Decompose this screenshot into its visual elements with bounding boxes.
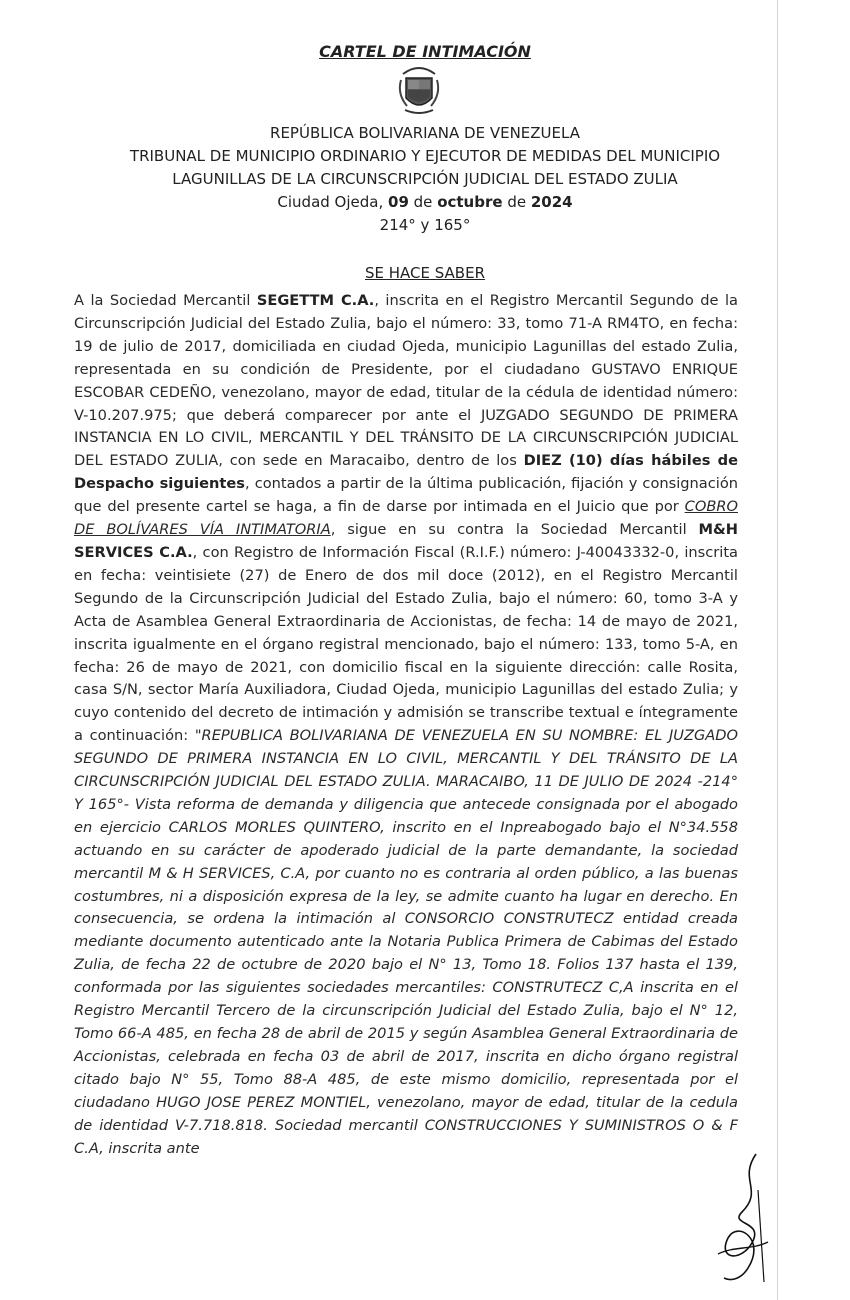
date-de-2: de <box>502 193 531 211</box>
body-text-4: , sigue en su contra la Sociedad Mercantil <box>330 521 699 539</box>
se-hace-saber-heading: SE HACE SABER <box>364 264 485 282</box>
header-date <box>0 193 850 211</box>
date-day: 09 <box>388 193 409 211</box>
date-year: 2024 <box>530 193 573 211</box>
company-name-segettm: SEGETTM C.A. <box>256 292 375 309</box>
body-text-1: A la Sociedad Mercantil <box>74 292 257 309</box>
header-republic: REPÚBLICA BOLIVARIANA DE VENEZUELA <box>270 124 580 142</box>
header-tribunal-line2: LAGUNILLAS DE LA CIRCUNSCRIPCIÓN JUDICIAL DEL ESTADO ZULIA <box>172 170 678 188</box>
coat-of-arms-seal-icon <box>393 60 445 120</box>
body-text-5: , con Registro de Información Fiscal (R.I.F.) número: J-40043332-0, inscrita en fecha: veintisiete (27) de Enero de dos mil doce (2012), en el Registro Mercantil Segundo de la Circunscripción Judicial del Estado Zulia, bajo el número: 60, tomo 3-A y Acta de Asamblea General Extraordinaria de Accionistas, de fecha: 14 de mayo de 2021, inscrita igualmente en el órgano registral mencionado, bajo el número: 133, tomo 5-A, en fecha: 26 de mayo de 2021, con domicilio fiscal en la siguiente dirección: calle Rosita, casa S/N, sector María Auxiliadora, Ciudad Ojeda, municipio Lagunillas del estado Zulia; y cuyo contenido del decreto de intimación y admisión se transcribe textual e íntegramente a continuación: <box>74 543 738 745</box>
date-month: octubre <box>437 193 503 211</box>
deadline-days: DIEZ (10) días hábiles de Despacho siguientes <box>74 452 738 493</box>
body-text-3: , contados a partir de la última publicación, fijación y consignación que del presente cartel se haga, a fin de darse por intimada en el Juicio que por <box>74 475 738 516</box>
date-prefix: Ciudad Ojeda, <box>277 193 389 211</box>
header-tribunal-line1: TRIBUNAL DE MUNICIPIO ORDINARIO Y EJECUTOR DE MEDIDAS DEL MUNICIPIO <box>129 147 721 165</box>
body-text-2: , inscrita en el Registro Mercantil Segundo de la Circunscripción Judicial del Estado Zulia, bajo el número: 33, tomo 71-A RM4TO, en fecha: 19 de julio de 2017, domiciliada en ciudad Ojeda, municipio Lagunillas del estado Zulia, representada en su condición de Presidente, por el ciudadano GUSTAVO ENRIQUE ESCOBAR CEDEÑO, venezolano, mayor de edad, titular de la cédula de identidad número: V-10.207.975; que deberá comparecer por ante el JUZGADO SEGUNDO DE PRIMERA INSTANCIA EN LO CIVIL, MERCANTIL Y DEL TRÁNSITO DE LA CIRCUNSCRIPCIÓN JUDICIAL DEL ESTADO ZULIA, con sede en Maracaibo, dentro de los <box>74 292 738 470</box>
handwritten-signature <box>698 1150 778 1290</box>
header-years: 214° y 165° <box>379 216 471 234</box>
company-name-mh: M&H SERVICES C.A. <box>74 521 738 561</box>
date-de-1: de <box>408 193 438 211</box>
notice-body <box>74 290 738 1160</box>
case-type: COBRO DE BOLÍVARES VÍA INTIMATORIA <box>74 498 738 539</box>
decree-transcription: "REPUBLICA BOLIVARIANA DE VENEZUELA EN SU NOMBRE: EL JUZGADO SEGUNDO DE PRIMERA INSTANCIA EN LO CIVIL, MERCANTIL Y DEL TRÁNSITO DE LA CIRCUNSCRIPCIÓN JUDICIAL DEL ESTADO ZULIA. MARACAIBO, 11 DE JULIO DE 2024 -214° Y 165°- Vista reforma de demanda y diligencia que antecede consignada por el abogado en ejercicio CARLOS MORLES QUINTERO, inscrito en el Inpreabogado bajo el N°34.558 actuando en su carácter de apoderado judicial de la parte demandante, la sociedad mercantil M & H SERVICES, C.A, por cuanto no es contraria al orden público, a las buenas costumbres, ni a disposición expresa de la ley, se admite cuanto ha lugar en derecho. En consecuencia, se ordena la intimación al CONSORCIO CONSTRUTECZ entidad creada mediante documento autenticado ante la Notaria Publica Primera de Cabimas del Estado Zulia, de fecha 22 de octubre de 2020 bajo el N° 13, Tomo 18. Folios 137 hasta el 139, conformada por las siguientes sociedades mercantiles: CONSTRUTECZ C,A inscrita en el Registro Mercantil Tercero de la circunscripción Judicial del Estado Zulia, bajo el N° 12, Tomo 66-A 485, en fecha 28 de abril de 2015 y según Asamblea General Extraordinaria de Accionistas, celebrada en fecha 03 de abril de 2017, inscrita en dicho órgano registral citado bajo N° 55, Tomo 88-A 485, de este mismo domicilio, representada por el ciudadano HUGO JOSE PEREZ MONTIEL, venezolano, mayor de edad, titular de la cedula de identidad V-7.718.818. Sociedad mercantil CONSTRUCCIONES Y SUMINISTROS O & F C.A, inscrita ante <box>74 727 738 1157</box>
document-title: CARTEL DE INTIMACIÓN <box>319 42 531 61</box>
